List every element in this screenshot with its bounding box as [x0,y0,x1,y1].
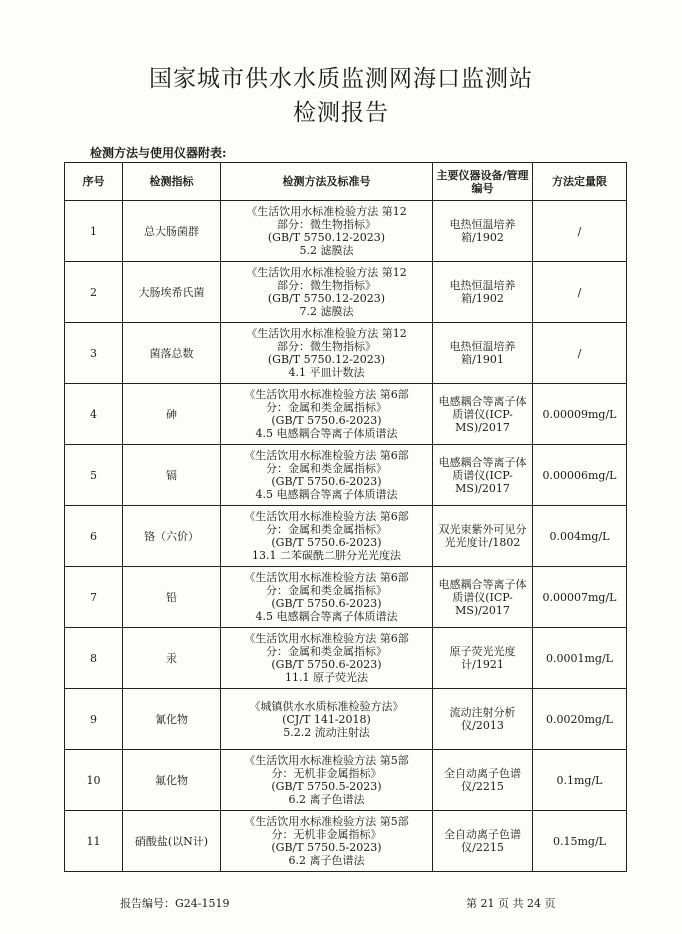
method-line: 分：金属和类金属指标》 [266,401,387,414]
method-line: (GB/T 5750.6-2023) [271,536,382,549]
header-seq: 序号 [65,163,123,201]
method-line: 11.1 原子荧光法 [285,671,368,684]
cell-seq: 4 [65,384,123,445]
table-row [65,567,627,628]
cell-limit: / [533,201,627,262]
cell-indicator: 大肠埃希氏菌 [123,262,221,323]
table-row [65,201,627,262]
cell-instrument: 双光束紫外可见分光光度计/1802 [433,506,533,567]
cell-method [221,628,433,689]
method-line: (GB/T 5750.6-2023) [271,658,382,671]
cell-method [221,262,433,323]
method-line: 4.5 电感耦合等离子体质谱法 [255,610,398,623]
cell-instrument: 电感耦合等离子体质谱仪(ICP-MS)/2017 [433,384,533,445]
method-line: 分：金属和类金属指标》 [266,523,387,536]
cell-method [221,750,433,811]
method-line: 《生活饮用水标准检验方法 第5部 [244,815,409,828]
cell-instrument: 电热恒温培养箱/1902 [433,201,533,262]
table-row [65,323,627,384]
cell-instrument: 电热恒温培养箱/1902 [433,262,533,323]
table-row [65,506,627,567]
method-line: (GB/T 5750.6-2023) [271,475,382,488]
cell-indicator: 菌落总数 [123,323,221,384]
cell-limit: 0.00007mg/L [533,567,627,628]
table-row [65,750,627,811]
table-caption: 检测方法与使用仪器附表: [90,146,227,160]
table-row [65,384,627,445]
cell-seq: 8 [65,628,123,689]
cell-instrument: 全自动离子色谱仪/2215 [433,811,533,872]
table-row [65,628,627,689]
method-line: (GB/T 5750.5-2023) [271,841,382,854]
method-line: 6.2 离子色谱法 [288,854,365,867]
cell-instrument: 电感耦合等离子体质谱仪(ICP-MS)/2017 [433,567,533,628]
cell-indicator: 铬（六价） [123,506,221,567]
method-line: 部分：微生物指标》 [277,279,376,292]
cell-seq: 1 [65,201,123,262]
header-instrument: 主要仪器设备/管理编号 [433,163,533,201]
method-line: 6.2 离子色谱法 [288,793,365,806]
cell-seq: 10 [65,750,123,811]
method-line: 《生活饮用水标准检验方法 第6部 [244,449,409,462]
method-line: 4.5 电感耦合等离子体质谱法 [255,488,398,501]
cell-method [221,445,433,506]
cell-indicator: 砷 [123,384,221,445]
cell-method [221,506,433,567]
cell-limit: 0.004mg/L [533,506,627,567]
method-line: 《生活饮用水标准检验方法 第5部 [244,754,409,767]
report-number: 报告编号：G24-1519 [120,897,230,910]
table-header-row [65,163,627,201]
cell-limit: / [533,262,627,323]
method-line: 《生活饮用水标准检验方法 第12 [246,327,407,340]
cell-method [221,567,433,628]
method-line: (GB/T 5750.6-2023) [271,597,382,610]
header-method: 检测方法及标准号 [221,163,433,201]
cell-method [221,384,433,445]
method-line: 《生活饮用水标准检验方法 第6部 [244,632,409,645]
cell-indicator: 总大肠菌群 [123,201,221,262]
cell-instrument: 原子荧光光度计/1921 [433,628,533,689]
method-line: (GB/T 5750.12-2023) [267,353,386,366]
cell-instrument: 流动注射分析仪/2013 [433,689,533,750]
cell-indicator: 汞 [123,628,221,689]
method-line: 5.2 滤膜法 [299,244,354,257]
method-line: 4.5 电感耦合等离子体质谱法 [255,427,398,440]
method-line: 《生活饮用水标准检验方法 第6部 [244,388,409,401]
cell-seq: 2 [65,262,123,323]
method-line: 4.1 平皿计数法 [288,366,365,379]
method-line: 《城镇供水水质标准检验方法》 [249,699,404,713]
table-row [65,445,627,506]
method-line: 分：金属和类金属指标》 [266,462,387,475]
cell-instrument: 电感耦合等离子体质谱仪(ICP-MS)/2017 [433,445,533,506]
cell-limit: / [533,323,627,384]
header-indicator: 检测指标 [123,163,221,201]
cell-method [221,811,433,872]
table-row [65,811,627,872]
cell-seq: 5 [65,445,123,506]
cell-instrument: 电热恒温培养箱/1901 [433,323,533,384]
method-line: 分：金属和类金属指标》 [266,584,387,597]
page-number: 第 21 页 共 24 页 [466,897,556,910]
cell-indicator: 硝酸盐(以N计) [123,811,221,872]
cell-method [221,689,433,750]
report-title-line2: 检测报告 [293,100,389,126]
method-line: (GB/T 5750.5-2023) [271,780,382,793]
method-line: 5.2.2 流动注射法 [283,725,370,739]
cell-seq: 11 [65,811,123,872]
cell-limit: 0.00009mg/L [533,384,627,445]
method-line: 部分：微生物指标》 [277,340,376,353]
cell-indicator: 氟化物 [123,750,221,811]
cell-indicator: 铅 [123,567,221,628]
cell-indicator: 氰化物 [123,689,221,750]
method-line: 分：无机非金属指标》 [271,828,382,841]
cell-limit: 0.15mg/L [533,811,627,872]
header-limit: 方法定量限 [533,163,627,201]
method-line: 《生活饮用水标准检验方法 第6部 [244,510,409,523]
cell-limit: 0.00006mg/L [533,445,627,506]
cell-limit: 0.0001mg/L [533,628,627,689]
cell-seq: 9 [65,689,123,750]
method-line: 13.1 二苯碳酰二肼分光光度法 [252,549,401,562]
cell-limit: 0.1mg/L [533,750,627,811]
cell-indicator: 镉 [123,445,221,506]
method-line: 7.2 滤膜法 [299,305,354,318]
table-row [65,689,627,750]
method-line: (CJ/T 141-2018) [282,712,371,726]
cell-seq: 7 [65,567,123,628]
method-line: 部分：微生物指标》 [277,218,376,231]
cell-seq: 3 [65,323,123,384]
cell-seq: 6 [65,506,123,567]
cell-method [221,201,433,262]
method-line: (GB/T 5750.12-2023) [267,231,386,244]
cell-method [221,323,433,384]
method-line: 《生活饮用水标准检验方法 第6部 [244,571,409,584]
report-title-line1: 国家城市供水水质监测网海口监测站 [149,66,533,92]
method-line: 分：无机非金属指标》 [271,767,382,780]
method-line: (GB/T 5750.12-2023) [267,292,386,305]
method-line: 分：金属和类金属指标》 [266,645,387,658]
method-line: 《生活饮用水标准检验方法 第12 [246,205,407,218]
table-row [65,262,627,323]
method-line: 《生活饮用水标准检验方法 第12 [246,266,407,279]
cell-limit: 0.0020mg/L [533,689,627,750]
methods-table [64,162,627,872]
cell-instrument: 全自动离子色谱仪/2215 [433,750,533,811]
method-line: (GB/T 5750.6-2023) [271,414,382,427]
